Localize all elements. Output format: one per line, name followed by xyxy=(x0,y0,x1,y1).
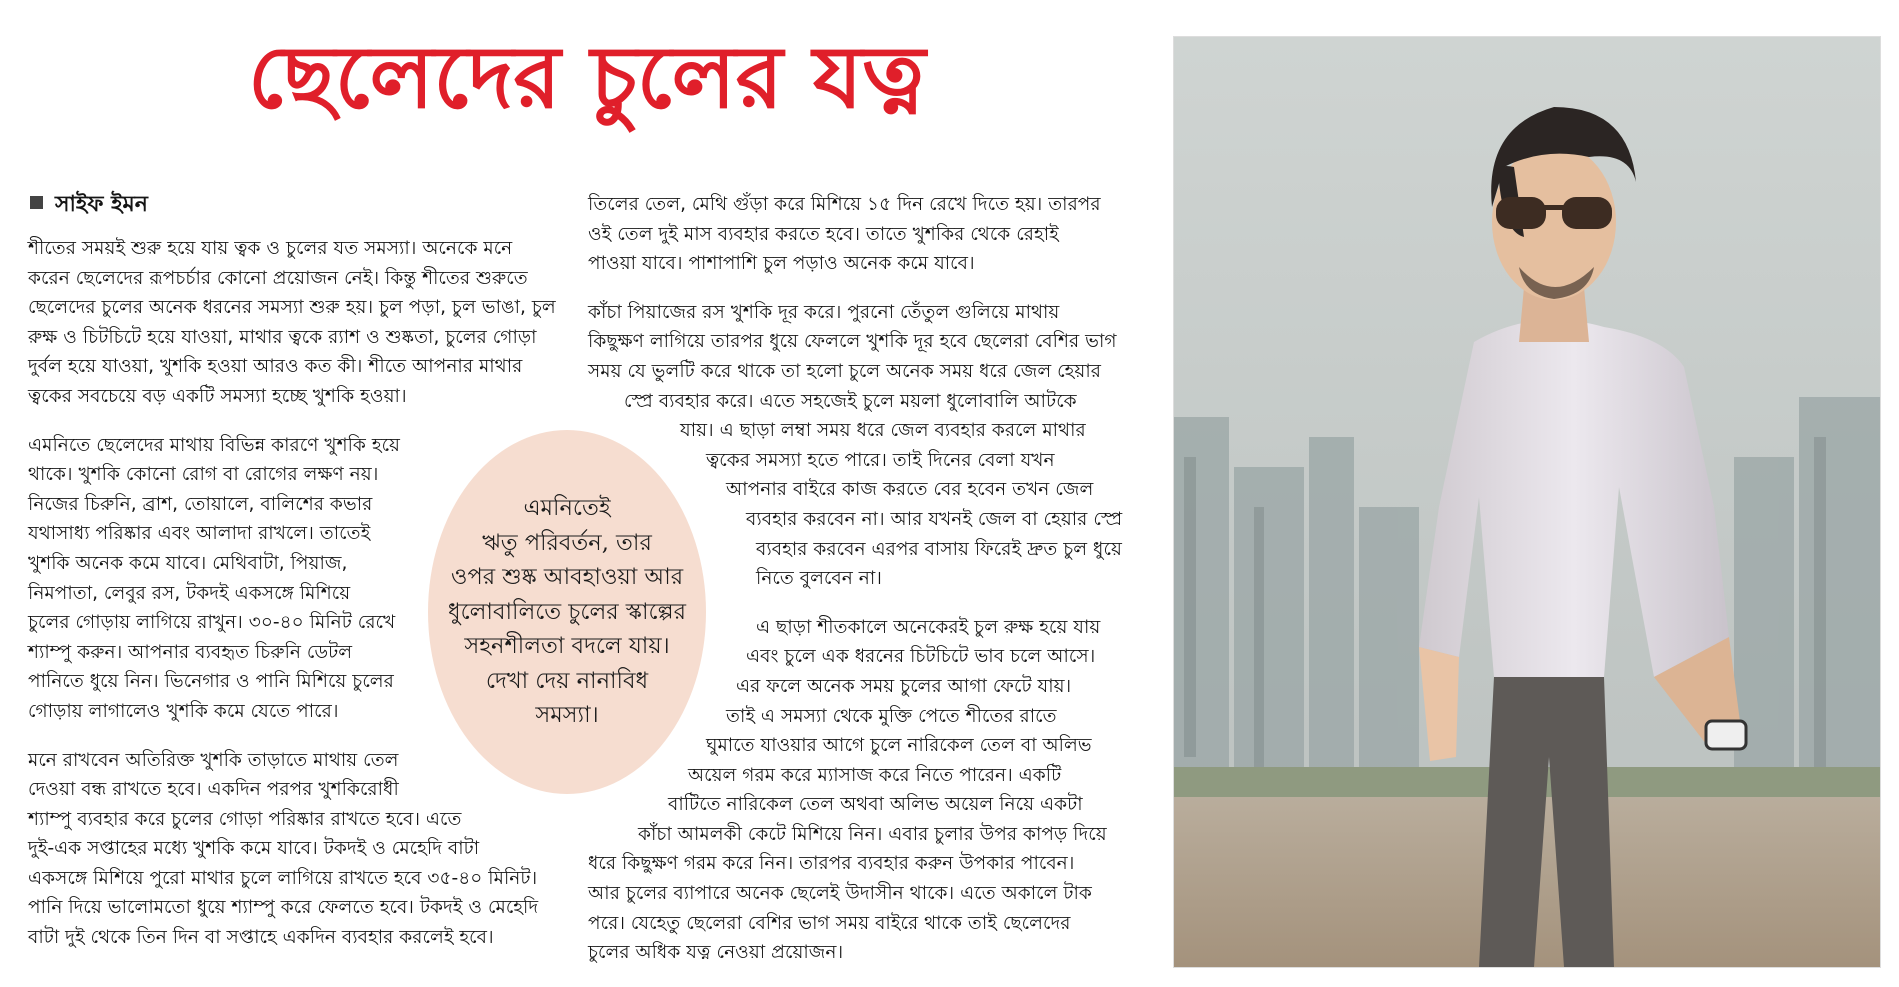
article-line: আর চুলের ব্যাপারে অনেক ছেলেই উদাসীন থাকে। এতে অকালে টাক xyxy=(588,883,1092,905)
article-line: কিছুক্ষণ লাগিয়ে তারপর ধুয়ে ফেললে খুশকি দূর হবে ছেলেরা বেশির ভাগ xyxy=(588,331,1117,353)
article-line: নিমপাতা, লেবুর রস, টকদই একসঙ্গে মিশিয়ে xyxy=(28,582,351,604)
article-line: এর ফলে অনেক সময় চুলের আগা ফেটে যায়। xyxy=(736,675,1072,697)
pull-quote-text: এমনিতেই ঋতু পরিবর্তন, তার ওপর শুষ্ক আবহাওয়া আর ধুলোবালিতে চুলের স্কাল্পের সহনশীলতা বদলে যায়। দেখা দেয় নানাবিধ সমস্যা। xyxy=(448,495,686,729)
article-line: ঘুমাতে যাওয়ার আগে চুলে নারিকেল তেল বা অলিভ xyxy=(706,735,1092,757)
article-line: নিতে বুলবেন না। xyxy=(756,568,882,590)
article-line: একসঙ্গে মিশিয়ে পুরো মাথার চুলে লাগিয়ে রাখতে হবে ৩৫-৪০ মিনিট। xyxy=(28,867,538,889)
article-line: এ ছাড়া শীতকালে অনেকেরই চুল রুক্ষ হয়ে যায় xyxy=(756,616,1101,638)
article-line: অয়েল গরম করে ম্যাসাজ করে নিতে পারেন। একটি xyxy=(688,764,1062,786)
article-paragraph xyxy=(588,190,1148,279)
article-line: পানি দিয়ে ভালোমতো ধুয়ে শ্যাম্পু করে ফেলতে হবে। টকদই ও মেহেদি xyxy=(28,897,539,919)
article-line: ত্বকের সবচেয়ে বড় একটি সমস্যা হচ্ছে খুশকি হওয়া। xyxy=(28,385,407,407)
article-paragraph xyxy=(28,746,568,953)
article-line: কাঁচা আমলকী কেটে মিশিয়ে নিন। এবার চুলার উপর কাপড় দিয়ে xyxy=(638,823,1107,845)
pull-quote-bubble xyxy=(428,430,706,794)
article-line: ত্বকের সমস্যা হতে পারে। তাই দিনের বেলা যখন xyxy=(706,449,1055,471)
article-line: মনে রাখবেন অতিরিক্ত খুশকি তাড়াতে মাথায় তেল xyxy=(28,749,399,771)
article-line: ওই তেল দুই মাস ব্যবহার করতে হবে। তাতে খুশকির থেকে রেহাই xyxy=(588,223,1059,245)
article-line: আপনার বাইরে কাজ করতে বের হবেন তখন জেল xyxy=(726,479,1094,501)
article-paragraph xyxy=(28,234,568,412)
article-line: বাটিতে নারিকেল তেল অথবা অলিভ অয়েল নিয়ে একটা xyxy=(668,794,1083,816)
article-line: ধরে কিছুক্ষণ গরম করে নিন। তারপর ব্যবহার করুন উপকার পাবেন। xyxy=(588,853,1075,875)
article-line: দুই-এক সপ্তাহের মধ্যে খুশকি কমে যাবে। টকদই ও মেহেদি বাটা xyxy=(28,838,480,860)
article-line: করেন ছেলেদের রূপচর্চার কোনো প্রয়োজন নেই। কিন্তু শীতের শুরুতে xyxy=(28,267,528,289)
article-line: পানিতে ধুয়ে নিন। ভিনেগার ও পানি মিশিয়ে চুলের xyxy=(28,671,394,693)
article-line: কাঁচা পিয়াজের রস খুশকি দূর করে। পুরনো তেঁতুল গুলিয়ে মাথায় xyxy=(588,301,1060,323)
byline-square-icon xyxy=(30,196,43,209)
article-line: পাওয়া যাবে। পাশাপাশি চুল পড়াও অনেক কমে যাবে। xyxy=(588,253,975,275)
article-line: রুক্ষ ও চিটচিটে হয়ে যাওয়া, মাথার ত্বকে র‍্যাশ ও শুষ্কতা, চুলের গোড়া xyxy=(28,326,537,348)
article-line: এমনিতে ছেলেদের মাথায় বিভিন্ন কারণে খুশকি হয়ে xyxy=(28,434,401,456)
article-line: তাই এ সমস্যা থেকে মুক্তি পেতে শীতের রাতে xyxy=(726,705,1057,727)
article-headline: ছেলেদের চুলের যত্ন xyxy=(248,27,926,128)
article-line: দেওয়া বন্ধ রাখতে হবে। একদিন পরপর খুশকিরোধী xyxy=(28,779,399,801)
article-photo xyxy=(1173,36,1881,968)
article-line: ব্যবহার করবেন এরপর বাসায় ফিরেই দ্রুত চুল ধুয়ে xyxy=(756,538,1122,560)
article-line: যথাসাধ্য পরিষ্কার এবং আলাদা রাখলে। তাতেই xyxy=(28,523,371,545)
article-line: থাকে। খুশকি কোনো রোগ বা রোগের লক্ষণ নয়। xyxy=(28,464,379,486)
article-line: শ্যাম্পু করুন। আপনার ব্যবহৃত চিরুনি ডেটল xyxy=(28,641,353,663)
article-line: যায়। এ ছাড়া লম্বা সময় ধরে জেল ব্যবহার করলে মাথার xyxy=(680,420,1086,442)
male-model-photo-icon xyxy=(1174,37,1880,967)
article-line: পরে। যেহেতু ছেলেরা বেশির ভাগ সময় বাইরে থাকে তাই ছেলেদের xyxy=(588,912,1071,934)
article-line: চুলের অধিক যত্ন নেওয়া প্রয়োজন। xyxy=(588,942,844,964)
article-line: খুশকি অনেক কমে যাবে। মেথিবাটা, পিয়াজ, xyxy=(28,552,348,574)
article-line: ব্যবহার করবেন না। আর যখনই জেল বা হেয়ার স্প্রে xyxy=(746,508,1123,530)
article-line: শীতের সময়ই শুরু হয়ে যায় ত্বক ও চুলের যত সমস্যা। অনেকে মনে xyxy=(28,238,513,259)
article-line: গোড়ায় লাগালেও খুশকি কমে যেতে পারে। xyxy=(28,700,339,722)
article-line: স্প্রে ব্যবহার করে। এতে সহজেই চুলে ময়লা ধুলোবালি আটকে xyxy=(624,390,1077,412)
article-line: চুলের গোড়ায় লাগিয়ে রাখুন। ৩০-৪০ মিনিট রেখে xyxy=(28,612,396,634)
byline xyxy=(30,190,148,220)
article-line: তিলের তেল, মেথি গুঁড়া করে মিশিয়ে ১৫ দিন রেখে দিতে হয়। তারপর xyxy=(588,194,1101,215)
article-line: এবং চুলে এক ধরনের চিটচিটে ভাব চলে আসে। xyxy=(746,646,1096,668)
article-line: শ্যাম্পু ব্যবহার করে চুলের গোড়া পরিষ্কার রাখতে হবে। এতে xyxy=(28,808,462,830)
article-line: বাটা দুই থেকে তিন দিন বা সপ্তাহে একদিন ব্যবহার করলেই হবে। xyxy=(28,927,494,949)
article-line: সময় যে ভুলটি করে থাকে তা হলো চুলে অনেক সময় ধরে জেল হেয়ার xyxy=(588,360,1101,382)
byline-author: সাইফ ইমন xyxy=(55,192,148,217)
article-line: নিজের চিরুনি, ব্রাশ, তোয়ালে, বালিশের কভার xyxy=(28,493,373,515)
article-line: দুর্বল হয়ে যাওয়া, খুশকি হওয়া আরও কত কী। শীতে আপনার মাথার xyxy=(28,356,523,378)
article-line: ছেলেদের চুলের অনেক ধরনের সমস্যা শুরু হয়। চুল পড়া, চুল ভাঙা, চুল xyxy=(28,297,556,319)
